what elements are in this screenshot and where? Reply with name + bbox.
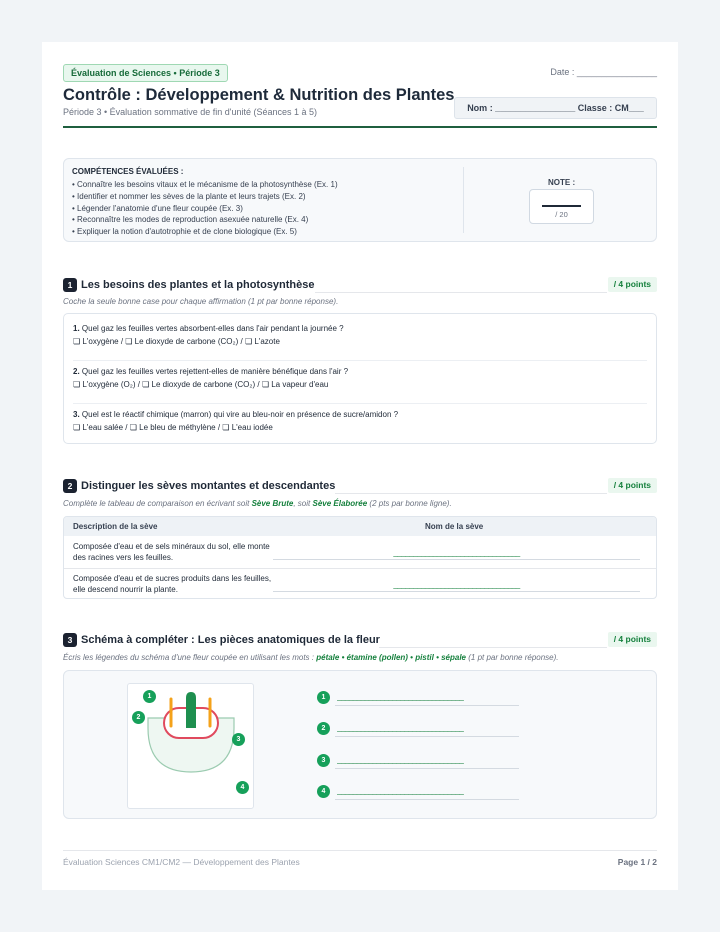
instruction-text: Écris les légendes du schéma d'une fleur coupée en utilisant les mots : (63, 653, 317, 662)
section-points: / 4 points (608, 277, 657, 292)
questions-box (63, 313, 657, 444)
answer-line (335, 768, 519, 769)
section-3-header (63, 632, 657, 648)
question-label: Quel gaz les feuilles vertes absorbent-elles dans l'air pendant la journée ? (81, 324, 344, 333)
section-number: 3 (63, 633, 77, 647)
competence-item: • Expliquer la notion d'autotrophie et de clone biologique (Ex. 5) (72, 227, 297, 237)
competence-item: • Légender l'anatomie d'une fleur coupée (Ex. 3) (72, 203, 243, 213)
answer-number: 3 (317, 754, 330, 767)
section-1-instructions: Coche la seule bonne case pour chaque affirmation (1 pt par bonne réponse). (63, 297, 339, 306)
legend-answer-4[interactable] (317, 785, 519, 800)
page-number: Page 1 / 2 (617, 857, 657, 867)
answer-number: 2 (317, 722, 330, 735)
answer-number: 1 (317, 691, 330, 704)
table-row (64, 568, 656, 599)
answer-blank: ________________________________ (337, 692, 464, 701)
question-text (73, 323, 647, 335)
instruction-text: (2 pts par bonne ligne). (367, 499, 452, 508)
answer-blank: ________________________________ (337, 723, 464, 732)
question-divider (73, 360, 647, 361)
instruction-text: Complète le tableau de comparaison en écrivant soit (63, 499, 252, 508)
label-pin-1: 1 (143, 690, 156, 703)
competence-item: • Identifier et nommer les sèves de la plante et leurs trajets (Ex. 2) (72, 191, 306, 201)
section-3-instructions (63, 653, 657, 662)
question-options[interactable]: ❏ L'eau salée / ❏ Le bleu de méthylène / ❏ L'eau iodée (73, 423, 273, 432)
question-number: 1. (73, 324, 80, 333)
question-3 (73, 409, 647, 435)
section-2-header (63, 478, 657, 494)
answer-blank: ________________________________ (393, 580, 520, 589)
answer-line (273, 591, 640, 592)
competence-item: • Connaître les besoins vitaux et le mécanisme de la photosynthèse (Ex. 1) (72, 180, 338, 189)
pistil-shape (186, 692, 196, 728)
answer-line (335, 799, 519, 800)
section-title: Les besoins des plantes et la photosynthèse (81, 279, 315, 291)
table-header (64, 517, 656, 536)
section-divider (379, 647, 607, 648)
question-number: 2. (73, 367, 80, 376)
column-header-description: Description de la sève (73, 522, 158, 531)
table-row (64, 536, 656, 568)
date-field: Date : ________________ (550, 67, 657, 77)
answer-line (335, 736, 519, 737)
question-2 (73, 366, 647, 392)
word-bank: pétale • étamine (pollen) • pistil • sépale (316, 653, 467, 662)
competences-list (72, 179, 338, 238)
question-text (73, 409, 647, 421)
legend-answer-1[interactable] (317, 691, 519, 706)
competences-box (63, 158, 657, 242)
page-subtitle: Période 3 • Évaluation sommative de fin d'unité (Séances 1 à 5) (63, 107, 318, 117)
name-class-field: Nom : ________________ Classe : CM___ (454, 97, 657, 119)
section-number: 1 (63, 278, 77, 292)
footer-divider (63, 850, 657, 851)
label-pin-4: 4 (236, 781, 249, 794)
worksheet-page (42, 42, 678, 890)
instruction-text: , soit (293, 499, 313, 508)
flower-diagram (127, 683, 254, 809)
competences-title: COMPÉTENCES ÉVALUÉES : (72, 167, 184, 176)
term-seve-brute: Sève Brute (251, 499, 294, 508)
note-max: / 20 (555, 210, 568, 219)
answer-field[interactable] (273, 569, 640, 599)
label-pin-2: 2 (132, 711, 145, 724)
section-number: 2 (63, 479, 77, 493)
page-title: Contrôle : Développement & Nutrition des Plantes (63, 86, 455, 104)
question-1 (73, 323, 647, 349)
label-pin-3: 3 (232, 733, 245, 746)
column-header-name: Nom de la sève (425, 522, 484, 531)
answer-line (335, 705, 519, 706)
section-title: Distinguer les sèves montantes et descendantes (81, 480, 336, 492)
answer-field[interactable] (273, 536, 640, 568)
legend-answer-3[interactable] (317, 754, 519, 769)
flower-diagram-box (63, 670, 657, 819)
note-score-line (542, 205, 581, 207)
section-points: / 4 points (608, 478, 657, 493)
question-options[interactable]: ❏ L'oxygène / ❏ Le dioxyde de carbone (CO₂) / ❏ L'azote (73, 337, 280, 346)
question-label: Quel est le réactif chimique (marron) qui vire au bleu-noir en présence de sucre/amidon ? (81, 410, 399, 419)
answer-number: 4 (317, 785, 330, 798)
row-description: Composée d'eau et de sucres produits dans les feuilles, elle descend nourrir la plante. (73, 574, 272, 594)
term-seve-elaboree: Sève Élaborée (312, 499, 368, 508)
answer-line (273, 559, 640, 560)
question-number: 3. (73, 410, 80, 419)
question-label: Quel gaz les feuilles vertes rejettent-elles de manière bénéfique dans l'air ? (81, 367, 349, 376)
title-divider (63, 126, 657, 128)
flower-illustration (128, 684, 255, 810)
question-text (73, 366, 647, 378)
instruction-text: (1 pt par bonne réponse). (466, 653, 559, 662)
section-2-instructions (63, 499, 657, 508)
footer-text: Évaluation Sciences CM1/CM2 — Développement des Plantes (63, 857, 300, 867)
note-label: NOTE : (548, 178, 576, 187)
section-divider (315, 292, 607, 293)
competences-divider (463, 167, 464, 233)
competence-item: • Reconnaître les modes de reproduction asexuée naturelle (Ex. 4) (72, 215, 309, 225)
section-1-header (63, 277, 657, 293)
section-divider (335, 493, 607, 494)
question-options[interactable]: ❏ L'oxygène (O₂) / ❏ Le dioxyde de carbone (CO₂) / ❏ La vapeur d'eau (73, 380, 329, 389)
evaluation-badge: Évaluation de Sciences • Période 3 (63, 64, 228, 82)
section-title: Schéma à compléter : Les pièces anatomiques de la fleur (81, 634, 380, 646)
row-description: Composée d'eau et de sels minéraux du sol, elle monte des racines vers les feuilles. (73, 542, 270, 562)
legend-answer-2[interactable] (317, 722, 519, 737)
answer-blank: ________________________________ (337, 786, 464, 795)
sap-table (63, 516, 657, 599)
question-divider (73, 403, 647, 404)
answer-blank: ________________________________ (337, 755, 464, 764)
section-points: / 4 points (608, 632, 657, 647)
note-score-box[interactable] (529, 189, 594, 224)
answer-blank: ________________________________ (393, 548, 520, 557)
